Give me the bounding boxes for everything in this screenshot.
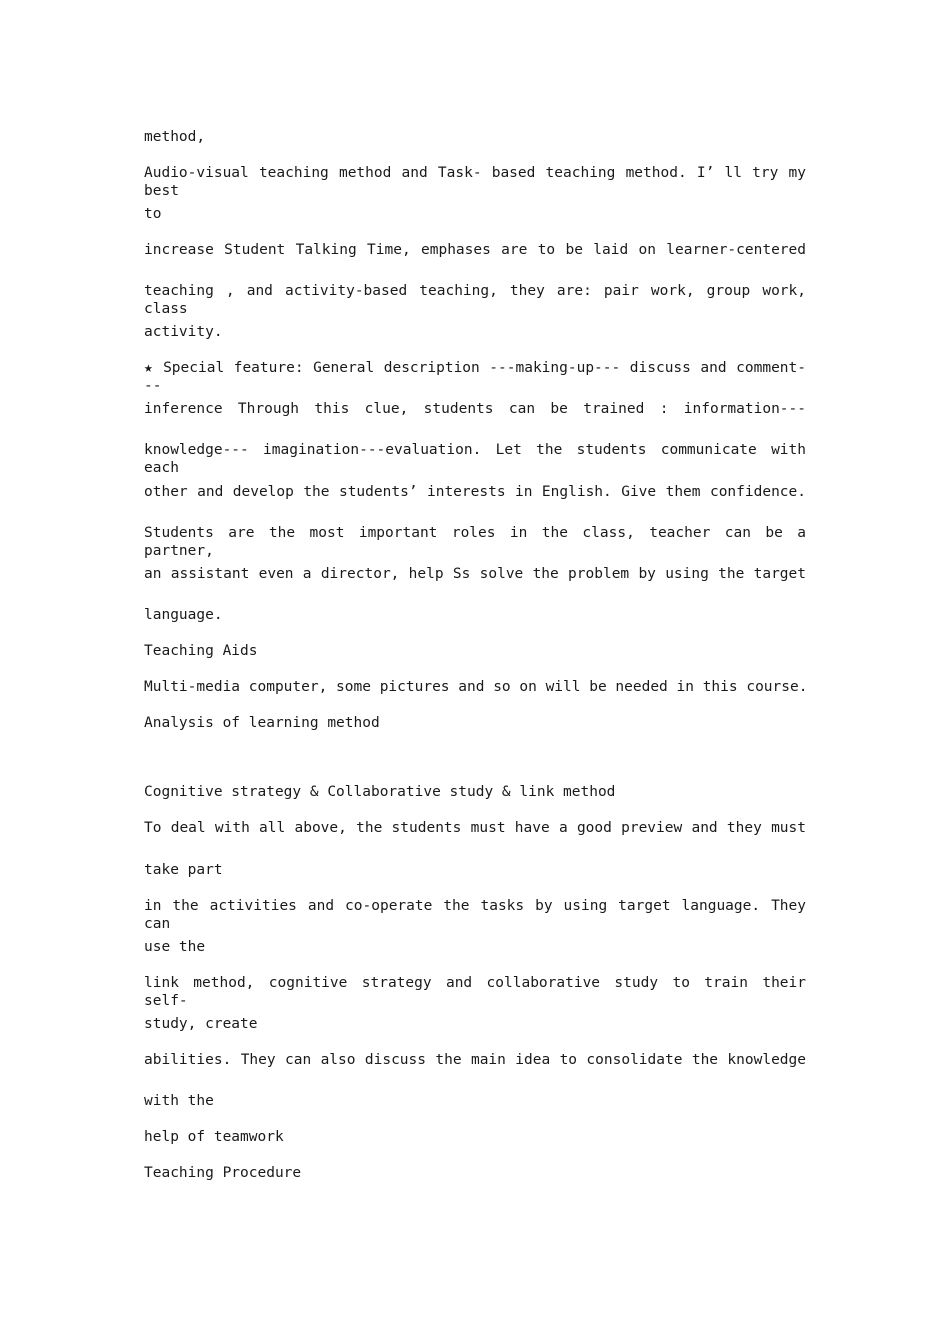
text-line: Multi-media computer, some pictures and so on will be needed in this course. [144,679,808,695]
text-line: To deal with all above, the students must have a good preview and they must [144,820,806,836]
text-line: in the activities and co-operate the tasks by using target language. They can [144,898,806,932]
section-heading: Analysis of learning method [144,715,380,731]
text-line: Audio-visual teaching method and Task- based teaching method. I’ ll try my best [144,165,806,199]
section-heading: Teaching Aids [144,643,258,659]
text-line: knowledge--- imagination---evaluation. Let the students communicate with each [144,442,806,476]
text-line: take part [144,862,223,878]
text-line: other and develop the students’ interests in English. Give them confidence. [144,484,806,500]
text-line: to [144,206,162,222]
text-line: abilities. They can also discuss the main idea to consolidate the knowledge [144,1052,806,1068]
text-line: Cognitive strategy & Collaborative study & link method [144,784,616,800]
text-line: help of teamwork [144,1129,284,1145]
text-line: with the [144,1093,214,1109]
text-line: increase Student Talking Time, emphases are to be laid on learner-centered [144,242,806,258]
section-heading: Teaching Procedure [144,1165,302,1181]
text-line: method, [144,129,206,145]
text-line: use the [144,939,206,955]
text-line: ★ Special feature: General description ---making-up--- discuss and comment--- [144,360,806,394]
text-line: activity. [144,324,223,340]
text-line: an assistant even a director, help Ss solve the problem by using the target [144,566,806,582]
text-line: teaching , and activity-based teaching, they are: pair work, group work, class [144,283,806,317]
text-line: Students are the most important roles in the class, teacher can be a partner, [144,525,806,559]
text-line: language. [144,607,223,623]
text-line: study, create [144,1016,258,1032]
text-line: link method, cognitive strategy and collaborative study to train their self- [144,975,806,1009]
text-line: inference Through this clue, students can be trained : information--- [144,401,806,417]
